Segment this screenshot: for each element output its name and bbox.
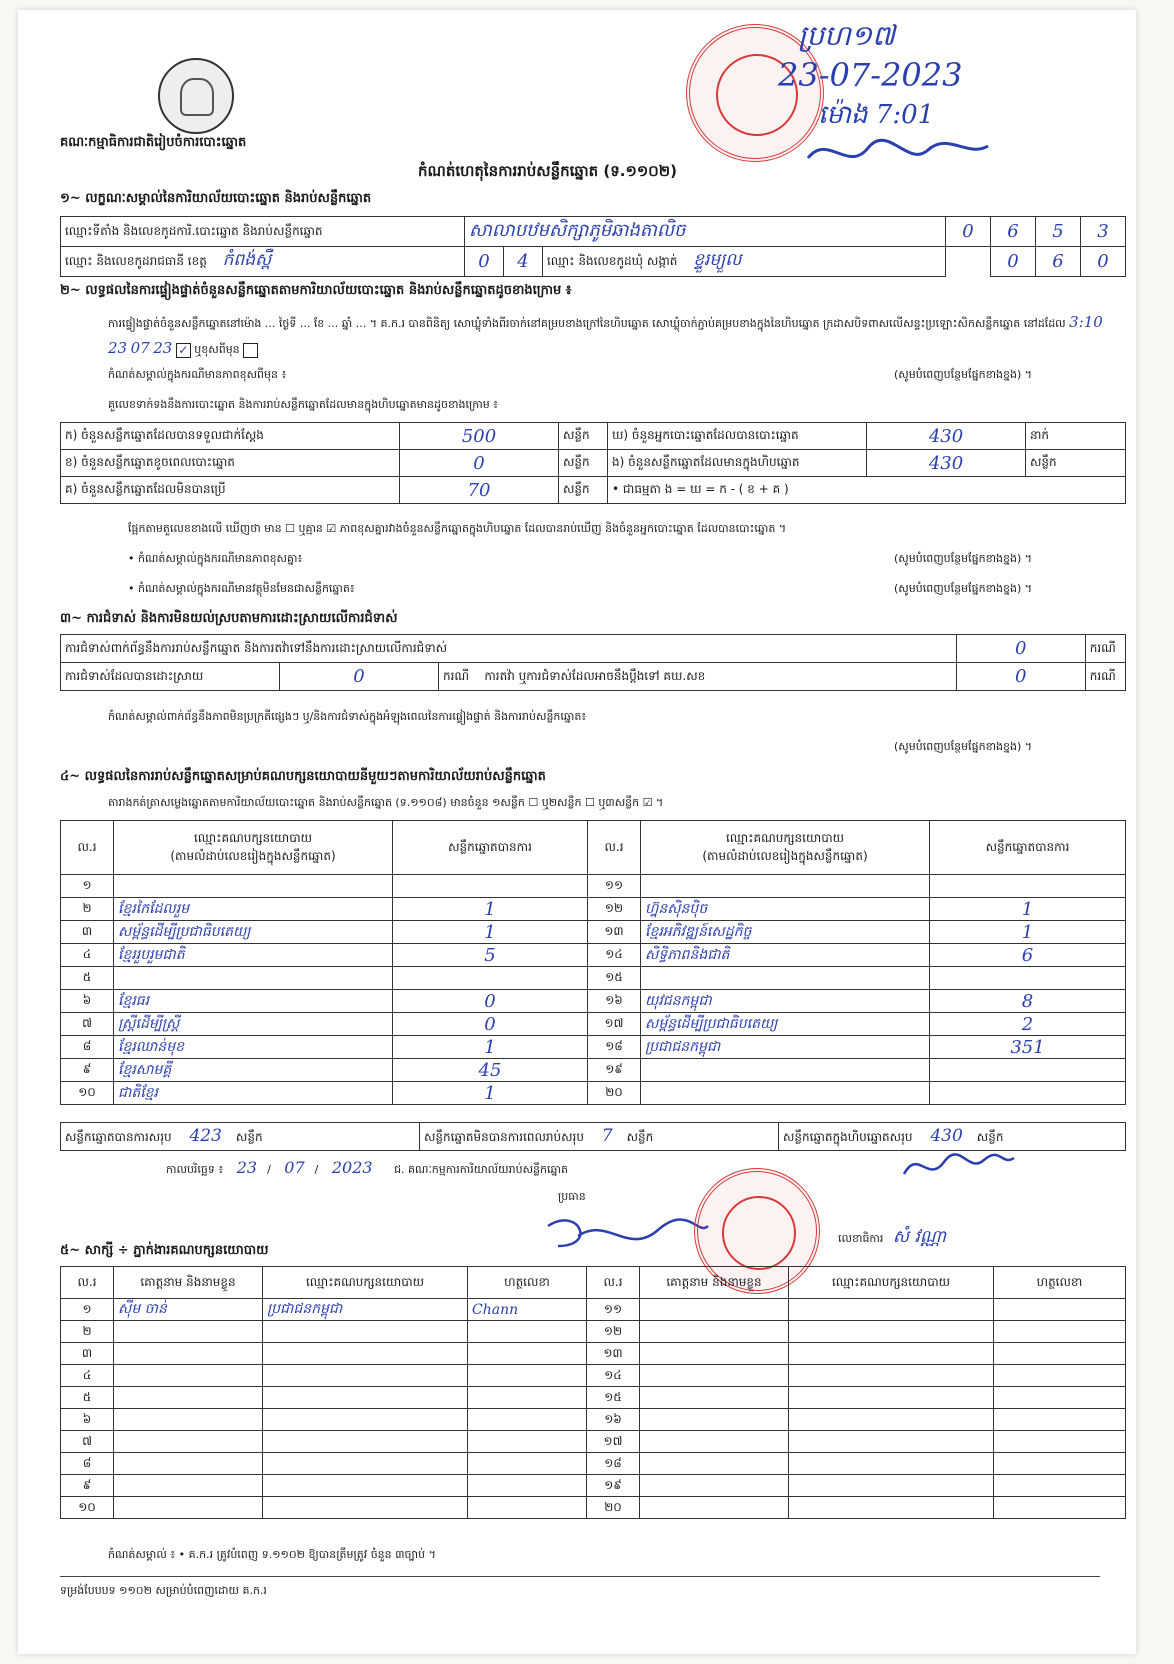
- result-party: សម្ព័ន្ធដើម្បីប្រជាធិបតេយ្យ: [114, 921, 393, 944]
- result-no: ១៣: [588, 921, 641, 944]
- count-unit: សន្លឹក: [1026, 450, 1126, 477]
- witness-sign: [994, 1431, 1126, 1453]
- witness-sign: [468, 1387, 587, 1409]
- result-votes: [930, 1059, 1126, 1082]
- nec-emblem-icon: [158, 58, 234, 134]
- signature-top: [798, 128, 998, 178]
- appeal-unit: ករណី: [1085, 663, 1125, 691]
- numbers-intro: គួលេខទាក់ទងនឹងការបោះឆ្នោត និងការរាប់សន្លឹកឆ្នោតដែលមានក្នុងហិបឆ្នោតមានដូចខាងក្រោម ៖: [108, 398, 499, 411]
- commune-code-digit: 0: [991, 247, 1036, 277]
- col-votes: សន្លឹកឆ្នោតបានការ: [930, 821, 1126, 875]
- section4-intro: តារាងកត់ត្រាសម្លេងឆ្នោតតាមការិយាល័យបោះឆ្នោត និងរាប់សន្លឹកឆ្នោត (ទ.១១០៨) មានចំនួន ១សន្លឹក ☐ ឬ២សន្លឹក ☐ ឬ៣សន្លឹក ☑ ។: [108, 796, 664, 809]
- result-row: [61, 1059, 1126, 1082]
- witness-party: [789, 1387, 994, 1409]
- note-foreign-object: • កំណត់សម្គាល់ក្នុងករណីមានវត្ថុមិនមែនជាសន្លឹកឆ្នោត៖: [128, 582, 355, 595]
- witness-row: [61, 1387, 1126, 1409]
- witness-name: [640, 1497, 789, 1519]
- witness-row: [61, 1453, 1126, 1475]
- result-row: [61, 1013, 1126, 1036]
- witness-name: [640, 1387, 789, 1409]
- result-votes: 1: [930, 898, 1126, 921]
- witness-name: ស៊ីម ចាន់: [114, 1299, 263, 1321]
- witness-col-party: ឈ្មោះគណបក្សនយោបាយ: [789, 1267, 994, 1299]
- witness-sign: [994, 1343, 1126, 1365]
- result-no: ៧: [61, 1013, 114, 1036]
- witness-name: [640, 1431, 789, 1453]
- resolved-complaint-label: [439, 663, 957, 691]
- witness-no: ៣: [61, 1343, 114, 1365]
- total-invalid: [420, 1123, 779, 1151]
- witness-no: ១៥: [587, 1387, 640, 1409]
- section2-heading: ២~ លទ្ធផលនៃការផ្ទៀងផ្ទាត់ចំនួនសន្លឹកឆ្នោតតាមការិយាល័យបោះឆ្នោត និងរាប់សន្លឹកឆ្នោតដូចខាងក្រោម ៖: [60, 283, 572, 298]
- witness-party: [789, 1365, 994, 1387]
- result-party: [641, 1082, 930, 1105]
- annotation-top: ប្រហ១៧: [798, 19, 895, 52]
- witness-sign: [468, 1321, 587, 1343]
- resolved-value: 0: [280, 663, 439, 691]
- commune-label-text: ឈ្មោះ និងលេខកូដឃុំ សង្កាត់: [547, 254, 678, 268]
- witness-sign: [468, 1475, 587, 1497]
- count-unit: សន្លឹក: [559, 477, 608, 504]
- witness-row: [61, 1497, 1126, 1519]
- witness-sign: [994, 1409, 1126, 1431]
- result-row: [61, 921, 1126, 944]
- result-no: ១៤: [588, 944, 641, 967]
- result-party: ខ្មែរកៃដែលរួម: [114, 898, 393, 921]
- witness-sign: [468, 1343, 587, 1365]
- result-no: ១៦: [588, 990, 641, 1013]
- witness-col-no: ល.រ: [61, 1267, 114, 1299]
- witness-name: [114, 1365, 263, 1387]
- result-votes: [930, 875, 1126, 898]
- witness-name: [640, 1321, 789, 1343]
- witness-no: ១៨: [587, 1453, 640, 1475]
- witness-no: ៨: [61, 1453, 114, 1475]
- witness-no: ២: [61, 1321, 114, 1343]
- annotation-time: ម៉ោង 7:01: [818, 100, 935, 130]
- witness-no: ១៤: [587, 1365, 640, 1387]
- witness-row: [61, 1409, 1126, 1431]
- witness-name: [640, 1365, 789, 1387]
- witness-sign: [468, 1365, 587, 1387]
- result-votes: 1: [930, 921, 1126, 944]
- witness-party: [789, 1497, 994, 1519]
- result-row: [61, 875, 1126, 898]
- witness-party: [263, 1453, 468, 1475]
- section5-heading: ៥~ សាក្សី ÷ ភ្នាក់ងារគណបក្សនយោបាយ: [60, 1243, 269, 1258]
- total-invalid-unit: សន្លឹក: [626, 1130, 654, 1144]
- form-note: ទម្រង់បែបបទ ១១០២ សម្រាប់បំពេញដោយ គ.ក.រ: [60, 1584, 267, 1597]
- total-valid-value: 423: [189, 1126, 222, 1146]
- objections-unit: ករណី: [1085, 635, 1125, 663]
- commune-value: ខ្ទួរម្យួល: [693, 250, 742, 270]
- witness-no: ៥: [61, 1387, 114, 1409]
- col-party-sub: (តាមលំដាប់លេខរៀងក្នុងសន្លឹកឆ្នោត): [170, 848, 336, 863]
- result-no: ១៥: [588, 967, 641, 990]
- secretary: [838, 1226, 946, 1251]
- made-on: កាលបរិច្ឆេទ ៖ 23 / 07 / 2023 ជ. គណៈកម្មការការិយាល័យរាប់សន្លឹកឆ្នោត: [166, 1158, 568, 1177]
- result-party: ខ្មែរធរ: [114, 990, 393, 1013]
- count-label: ក) ចំនួនសន្លឹកឆ្នោតដែលបានទទួលជាក់ស្តែង: [61, 423, 400, 450]
- appeal-value: 0: [956, 663, 1085, 691]
- witness-party: ប្រជាជនកម្ពុជា: [263, 1299, 468, 1321]
- result-party: [114, 967, 393, 990]
- witness-name: [114, 1321, 263, 1343]
- result-party: ស្រ្តីដើម្បីស្ត្រី: [114, 1013, 393, 1036]
- note-difference: • កំណត់សម្គាល់ក្នុងករណីមានភាពខុសគ្នា៖: [128, 552, 303, 565]
- col-no: ល.រ: [61, 821, 114, 875]
- result-votes: 6: [930, 944, 1126, 967]
- witness-party: [263, 1387, 468, 1409]
- result-no: ១២: [588, 898, 641, 921]
- count-value: 500: [400, 423, 559, 450]
- differ-checkbox[interactable]: [243, 343, 258, 358]
- intact-checkbox[interactable]: ✓: [176, 343, 191, 358]
- result-row: [61, 967, 1126, 990]
- result-votes: 1: [393, 1082, 588, 1105]
- objections-value: 0: [956, 635, 1085, 663]
- result-votes: 0: [393, 990, 588, 1013]
- total-invalid-value: 7: [601, 1126, 613, 1146]
- objections-label: ការជំទាស់ពាក់ព័ន្ធនឹងការរាប់សន្លឹកឆ្នោត និងការតវ៉ាទៅនឹងការដោះស្រាយលើការជំទាស់: [61, 635, 957, 663]
- witness-no: ២០: [587, 1497, 640, 1519]
- witness-sign: [468, 1431, 587, 1453]
- result-votes: [930, 967, 1126, 990]
- result-votes: [393, 967, 588, 990]
- witness-party: [263, 1475, 468, 1497]
- witness-row: [61, 1365, 1126, 1387]
- result-votes: 1: [393, 898, 588, 921]
- witness-row: [61, 1431, 1126, 1453]
- total-invalid-label: សន្លឹកឆ្នោតមិនបានការពេលរាប់សរុប: [424, 1130, 584, 1144]
- result-no: ៩: [61, 1059, 114, 1082]
- col-votes: សន្លឹកឆ្នោតបានការ: [393, 821, 588, 875]
- section2-para-text: ការផ្ទៀងផ្ទាត់ចំនួនសន្លឹកឆ្នោតនៅម៉ោង ... ថ្ងៃទី ... ខែ ... ឆ្នាំ ... ។ គ.ក.រ បានពិនិត្យ សោឃ្លុំទាំងពីរចាក់នៅគម្របខាងក្រៅនៃហិបឆ្នោត សោឃ្លុំចាក់ភ្ជាប់គម្របខាងក្នុងនៃហិបឆ្នោត ក្រដាសបិទពាសលើសន្ទះប្រឡោះសិកសន្លឹកឆ្នោត នៅដដែល: [108, 317, 1066, 330]
- made-year: 2023: [331, 1158, 373, 1177]
- difference-check-line: ផ្អែកតាមតួលេខខាងលើ ឃើញថា មាន ☐ ឬគ្មាន ☑ ភាពខុសគ្នារវាងចំនួនសន្លឹកឆ្នោតក្នុងហិបឆ្នោត ដែលបានរាប់ឃើញ និងចំនួនអ្នកបោះឆ្នោត ដែលបានបោះឆ្នោត ។: [128, 522, 787, 535]
- witness-party: [263, 1497, 468, 1519]
- witness-name: [114, 1431, 263, 1453]
- document-page: [18, 10, 1136, 1654]
- result-votes: [930, 1082, 1126, 1105]
- witness-no: ១២: [587, 1321, 640, 1343]
- witness-party: [789, 1409, 994, 1431]
- document-title: កំណត់ហេតុនៃការរាប់សន្លឹកឆ្នោត (ទ.១១០២): [418, 162, 678, 180]
- witness-col-no: ល.រ: [587, 1267, 640, 1299]
- section3-heading: ៣~ ការជំទាស់ និងការមិនយល់ស្របតាមការដោះស្រាយលើការជំទាស់: [60, 611, 398, 626]
- result-no: ១៩: [588, 1059, 641, 1082]
- commune-code-digit: 0: [1081, 247, 1126, 277]
- witness-party: [789, 1475, 994, 1497]
- irregularities-note: កំណត់សម្គាល់ពាក់ព័ន្ធនឹងភាពមិនប្រក្រតីផ្សេងៗ ឬ/និងការជំទាស់ក្នុងអំឡុងពេលនៃការផ្ទៀងផ្ទាត់ និងការរាប់សន្លឹកឆ្នោត៖: [108, 710, 587, 723]
- result-row: [61, 944, 1126, 967]
- result-row: [61, 1082, 1126, 1105]
- witness-party: [789, 1343, 994, 1365]
- result-party: ខ្មែរអភិវឌ្ឍន៍សេដ្ឋកិច្ច: [641, 921, 930, 944]
- witness-party: [789, 1299, 994, 1321]
- signature-chair: [538, 1206, 718, 1266]
- result-party: ហ្វ៊ុនស៊ិនប៉ិច: [641, 898, 930, 921]
- count-value: 70: [400, 477, 559, 504]
- result-votes: [393, 875, 588, 898]
- fill-hint: (សូមបំពេញបន្ថែមផ្នែកខាងខ្នង) ។: [894, 552, 1033, 565]
- col-no: ល.រ: [588, 821, 641, 875]
- witness-col-sign: ហត្ថលេខា: [994, 1267, 1126, 1299]
- result-no: ៦: [61, 990, 114, 1013]
- fill-hint: (សូមបំពេញបន្ថែមផ្នែកខាងខ្នង) ។: [894, 740, 1033, 753]
- check-day: 23: [108, 339, 128, 357]
- result-row: [61, 1036, 1126, 1059]
- witness-sign: [468, 1497, 587, 1519]
- result-votes: 2: [930, 1013, 1126, 1036]
- witness-no: ១៧: [587, 1431, 640, 1453]
- made-day: 23: [236, 1158, 258, 1177]
- result-party: [641, 875, 930, 898]
- result-no: ១៨: [588, 1036, 641, 1059]
- witness-no: ១៩: [587, 1475, 640, 1497]
- count-value: 430: [867, 450, 1026, 477]
- result-votes: 5: [393, 944, 588, 967]
- witness-sign: [994, 1475, 1126, 1497]
- count-label: ឃ) ចំនួនអ្នកបោះឆ្នោតដែលបានបោះឆ្នោត: [608, 423, 867, 450]
- counts-table: [60, 422, 1126, 504]
- committee-label: ជ. គណៈកម្មការការិយាល័យរាប់សន្លឹកឆ្នោត: [394, 1163, 568, 1176]
- result-no: ៣: [61, 921, 114, 944]
- resolved-unit: ករណី: [443, 668, 470, 683]
- bottom-note: កំណត់សម្គាល់ ៖ • គ.ក.រ ត្រូវបំពេញ ទ.១១០២ ឱ្យបានត្រឹមត្រូវ ចំនួន ៣ច្បាប់ ។: [108, 1548, 436, 1561]
- col-party-title: ឈ្មោះគណបក្សនយោបាយ: [193, 830, 313, 845]
- section1-heading: ១~ លក្ខណៈសម្គាល់នៃការិយាល័យបោះឆ្នោត និងរាប់សន្លឹកឆ្នោត: [60, 191, 372, 206]
- result-no: ៨: [61, 1036, 114, 1059]
- result-party: សម្ព័ន្ធដើម្បីប្រជាធិបតេយ្យ: [641, 1013, 930, 1036]
- signature-right: [898, 1144, 1018, 1190]
- count-unit: សន្លឹក: [559, 450, 608, 477]
- count-label: ខ) ចំនួនសន្លឹកឆ្នោតខូចពេលបោះឆ្នោត: [61, 450, 400, 477]
- province-code-digit: 0: [465, 247, 504, 277]
- result-party: [641, 967, 930, 990]
- witness-sign: [994, 1497, 1126, 1519]
- count-unit: សន្លឹក: [559, 423, 608, 450]
- witness-name: [114, 1475, 263, 1497]
- witness-sign: [994, 1321, 1126, 1343]
- witness-sign: [468, 1453, 587, 1475]
- result-votes: 1: [393, 1036, 588, 1059]
- witness-sign: [994, 1453, 1126, 1475]
- org-name: គណៈកម្មាធិការជាតិរៀបចំការបោះឆ្នោត: [60, 135, 247, 150]
- annotation-date: 23-07-2023: [778, 56, 963, 94]
- fill-hint: (សូមបំពេញបន្ថែមផ្នែកខាងខ្នង) ។: [894, 368, 1033, 381]
- location-code-digit: 0: [946, 217, 991, 247]
- witness-no: ១១: [587, 1299, 640, 1321]
- location-code-digit: 3: [1081, 217, 1126, 247]
- witness-name: [640, 1409, 789, 1431]
- witness-name: [640, 1453, 789, 1475]
- result-party: សិទ្ធិភាពនិងជាតិ: [641, 944, 930, 967]
- col-party: [641, 821, 930, 875]
- count-value: 430: [867, 423, 1026, 450]
- col-party-sub: (តាមលំដាប់លេខរៀងក្នុងសន្លឹកឆ្នោត): [702, 848, 868, 863]
- result-party: ខ្មែររួបរួមជាតិ: [114, 944, 393, 967]
- witness-name: [114, 1343, 263, 1365]
- location-label: ឈ្មោះទីតាំង និងលេខកូដការិ.បោះឆ្នោត និងរាប់សន្លឹកឆ្នោត: [61, 217, 465, 247]
- witness-party: [263, 1431, 468, 1453]
- witness-no: ១០: [61, 1497, 114, 1519]
- appeal-label: ការតវ៉ា ឬការជំទាស់ដែលអាចនឹងប្តឹងទៅ គឃ.សខ: [484, 668, 706, 683]
- results-table: [60, 820, 1126, 1105]
- fill-hint: (សូមបំពេញបន្ថែមផ្នែកខាងខ្នង) ។: [894, 582, 1033, 595]
- result-no: ១: [61, 875, 114, 898]
- witness-party: [789, 1321, 994, 1343]
- objections-table: [60, 634, 1126, 691]
- witness-sign: [994, 1387, 1126, 1409]
- made-month: 07: [284, 1158, 305, 1177]
- witness-row: [61, 1475, 1126, 1497]
- witness-name: [114, 1409, 263, 1431]
- result-party: ប្រជាជនកម្ពុជា: [641, 1036, 930, 1059]
- location-code-digit: 6: [991, 217, 1036, 247]
- location-value: សាលាបឋមសិក្សាភូមិឆាងតាលិច: [465, 217, 946, 247]
- col-party: [114, 821, 393, 875]
- count-label: គ) ចំនួនសន្លឹកឆ្នោតដែលមិនបានប្រើ: [61, 477, 400, 504]
- witness-party: [263, 1343, 468, 1365]
- witness-party: [263, 1321, 468, 1343]
- witness-row: [61, 1343, 1126, 1365]
- formula-note: • ជាធម្មតា ង = ឃ = ក - ( ខ + គ ): [608, 477, 1126, 504]
- total-box-unit: សន្លឹក: [976, 1130, 1004, 1144]
- check-year: 23: [153, 339, 173, 357]
- witness-no: ៤: [61, 1365, 114, 1387]
- location-table: [60, 216, 1126, 277]
- result-no: ១៧: [588, 1013, 641, 1036]
- province-value: កំពង់ស្ពឺ: [222, 250, 272, 270]
- witness-party: [789, 1431, 994, 1453]
- result-no: ១១: [588, 875, 641, 898]
- witness-no: ១៦: [587, 1409, 640, 1431]
- count-label: ង) ចំនួនសន្លឹកឆ្នោតដែលមានក្នុងហិបឆ្នោត: [608, 450, 867, 477]
- witness-table: [60, 1266, 1126, 1519]
- result-no: ២: [61, 898, 114, 921]
- result-votes: 0: [393, 1013, 588, 1036]
- commune-label: [543, 247, 946, 277]
- total-valid-unit: សន្លឹក: [235, 1130, 263, 1144]
- count-unit: នាក់: [1026, 423, 1126, 450]
- result-party: យុវជនកម្ពុជា: [641, 990, 930, 1013]
- made-on-label: កាលបរិច្ឆេទ ៖: [166, 1163, 224, 1176]
- total-box-value: 430: [930, 1126, 963, 1146]
- witness-no: ១៣: [587, 1343, 640, 1365]
- result-votes: 8: [930, 990, 1126, 1013]
- witness-sign: [468, 1409, 587, 1431]
- note-diff: កំណត់សម្គាល់ក្នុងករណីមានភាពខុសពីមុន ៖: [108, 368, 287, 381]
- witness-col-party: ឈ្មោះគណបក្សនយោបាយ: [263, 1267, 468, 1299]
- result-party: ខ្មែរសាមគ្គី: [114, 1059, 393, 1082]
- commune-code-digit: 6: [1036, 247, 1081, 277]
- witness-name: [114, 1497, 263, 1519]
- chair-label: ប្រធាន: [558, 1190, 586, 1203]
- result-no: ២០: [588, 1082, 641, 1105]
- witness-name: [640, 1343, 789, 1365]
- witness-sign: Chann: [468, 1299, 587, 1321]
- check-time: 3:10: [1069, 313, 1103, 331]
- result-party: ខ្មែរឈាន់មុខ: [114, 1036, 393, 1059]
- witness-row: [61, 1299, 1126, 1321]
- result-votes: 45: [393, 1059, 588, 1082]
- section4-heading: ៤~ លទ្ធផលនៃការរាប់សន្លឹកឆ្នោតសម្រាប់គណបក្សនយោបាយនីមួយៗតាមការិយាល័យរាប់សន្លឹកឆ្នោត: [60, 769, 546, 784]
- witness-no: ៧: [61, 1431, 114, 1453]
- count-value: 0: [400, 450, 559, 477]
- result-party: [114, 875, 393, 898]
- result-party: ជាតិខ្មែរ: [114, 1082, 393, 1105]
- col-party-title: ឈ្មោះគណបក្សនយោបាយ: [725, 830, 845, 845]
- witness-party: [263, 1365, 468, 1387]
- witness-name: [640, 1299, 789, 1321]
- witness-sign: [994, 1299, 1126, 1321]
- total-valid-label: សន្លឹកឆ្នោតបានការសរុប: [65, 1130, 172, 1144]
- total-valid: [61, 1123, 420, 1151]
- witness-sign: [994, 1365, 1126, 1387]
- location-code-digit: 5: [1036, 217, 1081, 247]
- witness-row: [61, 1321, 1126, 1343]
- witness-name: [640, 1475, 789, 1497]
- witness-no: ៩: [61, 1475, 114, 1497]
- province-label: [61, 247, 465, 277]
- result-no: ៥: [61, 967, 114, 990]
- witness-no: ១: [61, 1299, 114, 1321]
- result-votes: 1: [393, 921, 588, 944]
- result-no: ១០: [61, 1082, 114, 1105]
- footer-divider: [60, 1576, 1100, 1577]
- witness-name: [114, 1387, 263, 1409]
- result-row: [61, 898, 1126, 921]
- province-code-digit: 4: [504, 247, 543, 277]
- witness-col-name: គោត្តនាម និងនាមខ្លួន: [640, 1267, 789, 1299]
- result-row: [61, 990, 1126, 1013]
- result-party: [641, 1059, 930, 1082]
- total-box-label: សន្លឹកឆ្នោតក្នុងហិបឆ្នោតសរុប: [783, 1130, 913, 1144]
- resolved-label: ការជំទាស់ដែលបានដោះស្រាយ: [61, 663, 280, 691]
- witness-col-name: គោត្តនាម និងនាមខ្លួន: [114, 1267, 263, 1299]
- secretary-label: លេខាធិការ: [838, 1232, 884, 1245]
- witness-no: ៦: [61, 1409, 114, 1431]
- witness-name: [114, 1453, 263, 1475]
- differ-label: ឬខុសពីមុន: [194, 343, 240, 356]
- secretary-name: សំ វណ្ណា: [892, 1227, 947, 1247]
- witness-col-sign: ហត្ថលេខា: [468, 1267, 587, 1299]
- result-votes: 351: [930, 1036, 1126, 1059]
- witness-party: [263, 1409, 468, 1431]
- check-month: 07: [130, 339, 150, 357]
- province-label-text: ឈ្មោះ និងលេខកូដរាជធានី ខេត្ត: [65, 254, 207, 268]
- section2-paragraph: [108, 310, 1118, 362]
- witness-party: [789, 1453, 994, 1475]
- result-no: ៤: [61, 944, 114, 967]
